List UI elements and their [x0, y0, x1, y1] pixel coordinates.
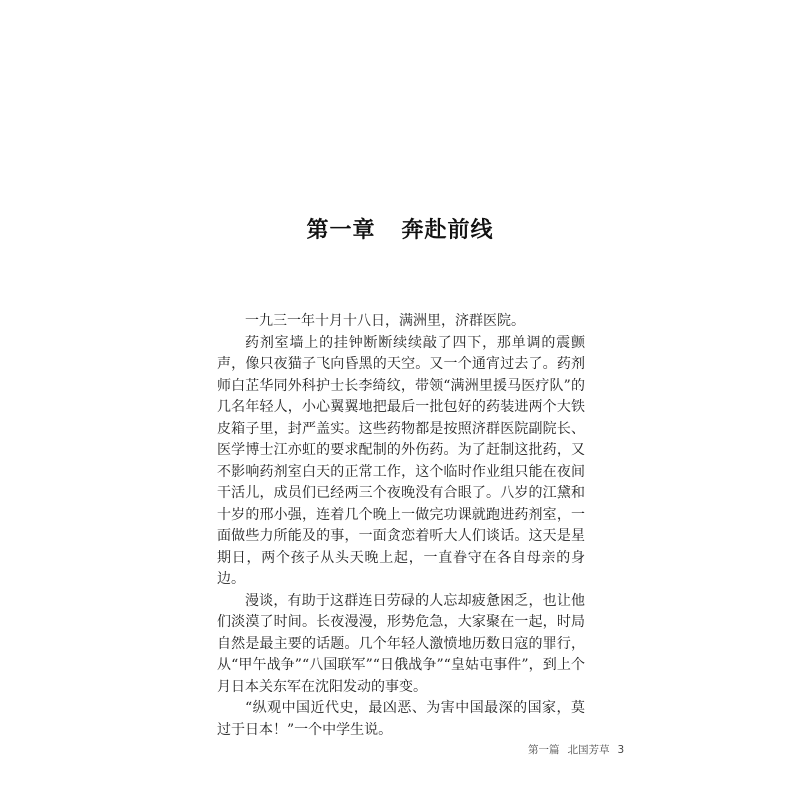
chapter-number: 第一章 [306, 218, 376, 243]
page-footer [520, 742, 625, 757]
footer-part: 第一篇 [528, 744, 560, 756]
chapter-heading [0, 213, 800, 244]
chapter-title: 奔赴前线 [401, 218, 494, 243]
paragraph: 一九三一年十月十八日，满洲里，济群医院。 [245, 313, 525, 329]
chapter-body [217, 311, 585, 741]
paragraph: 药剂室墙上的挂钟断断续续敲了四下，那单调的震颤声，像只夜猫子飞向昏黑的天空。又一个通宵过去了。药剂师白芷华同外科护士长李绮纹，带领“满洲里援马医疗队”的几名年轻人，小心翼翼地把最后一批包好的药装进两个大铁皮箱子里，封严盖实。这些药物都是按照济群医院副院长、医学博士江亦虹的要求配制的外伤药。为了赶制这批药，又不影响药剂室白天的正常工作，这个临时作业组只能在夜间干活儿，成员们已经两三个夜晚没有合眼了。八岁的江黛和十岁的邢小强，连着几个晚上一做完功课就跑进药剂室，一面做些力所能及的事，一面贪恋着听大人们谈话。这天是星期日，两个孩子从头天晚上起，一直眷守在各自母亲的身边。 [217, 334, 585, 587]
paragraph: “纵观中国近代史，最凶恶、为害中国最深的国家，莫过于日本！”一个中学生说。 [217, 700, 585, 738]
page-number: 3 [617, 744, 625, 756]
footer-part-title: 北国芳草 [567, 744, 610, 756]
paragraph: 漫谈，有助于这群连日劳碌的人忘却疲惫困乏，也让他们淡漠了时间。长夜漫漫，形势危急，大家聚在一起，时局自然是最主要的话题。几个年轻人激愤地历数日寇的罪行，从“甲午战争”“八国联军”“日俄战争”“皇姑屯事件”，到上个月日本关东军在沈阳发动的事变。 [217, 592, 585, 695]
